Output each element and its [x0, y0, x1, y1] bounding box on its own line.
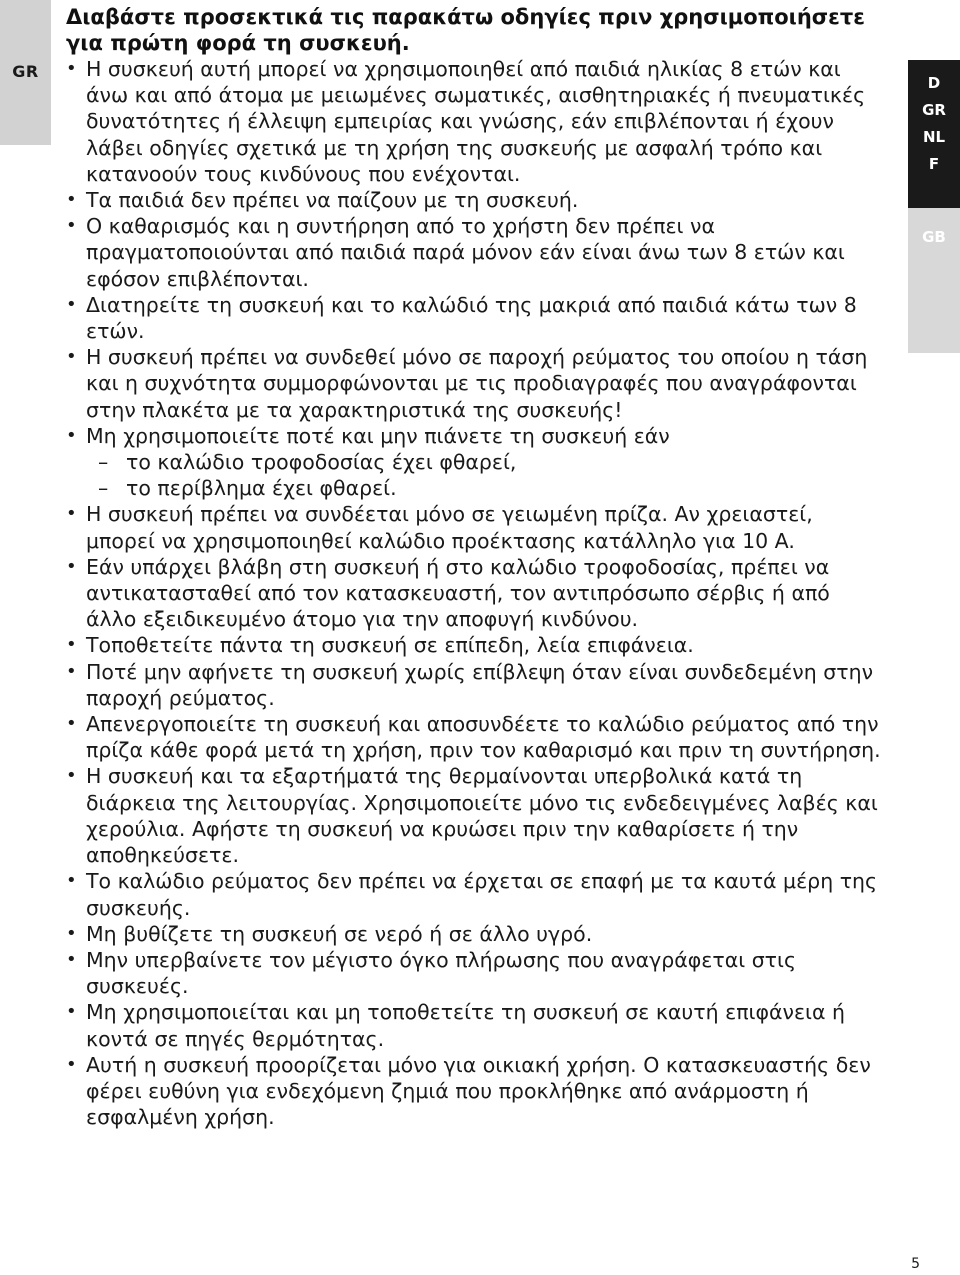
language-tab-d: D — [927, 74, 941, 92]
list-item — [66, 1052, 886, 1131]
language-tab-label: GR — [12, 62, 39, 81]
list-item — [66, 501, 886, 553]
list-item-text: Ο καθαρισμός και η συντήρηση από το χρήστη δεν πρέπει να πραγματοποιούνται από παιδιά παρά μόνον εάν είναι άνω των 8 ετών και εφόσον επιβλέπονται. — [86, 214, 845, 291]
page-number: 5 — [911, 1256, 920, 1272]
list-item — [66, 659, 886, 711]
list-item — [66, 213, 886, 292]
safety-instructions — [66, 4, 886, 1130]
list-item — [66, 423, 886, 502]
list-item — [66, 292, 886, 344]
list-item — [66, 344, 886, 423]
sub-item: – το καλώδιο τροφοδοσίας έχει φθαρεί, — [98, 450, 517, 475]
language-tab-nl: NL — [922, 128, 946, 146]
language-tab-f: F — [928, 155, 940, 173]
list-item-text: Η συσκευή και τα εξαρτήματά της θερμαίνονται υπερβολικά κατά τη διάρκεια της λειτουργίας. Χρησιμοποιείτε μόνο τις ενδεδειγμένες λαβές και χερούλια. Αφήστε τη συσκευή να κρυώσει πριν την καθαρίσετε ή την αποθηκεύσετε. — [86, 764, 878, 868]
list-item-text: Διατηρείτε τη συσκευή και το καλώδιό της μακριά από παιδιά κάτω των 8 ετών. — [86, 292, 857, 344]
list-item — [66, 632, 886, 658]
list-item-text: Η συσκευή πρέπει να συνδέεται μόνο σε γειωμένη πρίζα. Αν χρειαστεί, μπορεί να χρησιμοποιηθεί καλώδιο προέκτασης κατάλληλο για 10 A. — [86, 502, 813, 553]
list-item-text: Αυτή η συσκευή προορίζεται μόνο για οικιακή χρήση. Ο κατασκευαστής δεν φέρει ευθύνη για ενδεχόμενη ζημιά που προκλήθηκε από ανάρμοστη ή εσφαλμένη χρήση. — [86, 1052, 871, 1130]
language-index-tabs — [908, 60, 960, 208]
list-item — [66, 763, 886, 868]
language-tab-gr: GR — [922, 101, 946, 119]
list-item — [66, 947, 886, 999]
page-title: Διαβάστε προσεκτικά τις παρακάτω οδηγίες πριν χρησιμοποιήσετε για πρώτη φορά τη συσκευή. — [66, 5, 865, 55]
list-item — [66, 56, 886, 187]
sub-item: – το περίβλημα έχει φθαρεί. — [98, 476, 397, 501]
language-tab-gb: GB — [922, 228, 946, 246]
instruction-list — [66, 56, 886, 1130]
sub-item-text: το καλώδιο τροφοδοσίας έχει φθαρεί, — [126, 450, 517, 475]
list-item-text: Μη χρησιμοποιείτε ποτέ και μην πιάνετε τη συσκευή εάν — [86, 423, 670, 448]
sub-item-text: το περίβλημα έχει φθαρεί. — [126, 476, 397, 501]
list-item-text: Τοποθετείτε πάντα τη συσκευή σε επίπεδη, λεία επιφάνεια. — [86, 633, 694, 658]
list-item — [66, 921, 886, 947]
list-item-text: Ποτέ μην αφήνετε τη συσκευή χωρίς επίβλεψη όταν είναι συνδεδεμένη στην παροχή ρεύματος. — [86, 659, 874, 710]
language-index-tab-gb — [908, 208, 960, 353]
list-item-text: Μη βυθίζετε τη συσκευή σε νερό ή σε άλλο υγρό. — [86, 921, 593, 946]
list-item — [66, 999, 886, 1051]
list-item — [66, 554, 886, 633]
list-item-text: Μη χρησιμοποιείται και μη τοποθετείτε τη συσκευή σε καυτή επιφάνεια ή κοντά σε πηγές θερμότητας. — [86, 1000, 846, 1051]
list-item-text: Η συσκευή πρέπει να συνδεθεί μόνο σε παροχή ρεύματος του οποίου η τάση και η συχνότητα συμμορφώνονται με τις προδιαγραφές που αναγράφονται στην πλακέτα με τα χαρακτηριστικά της συσκευής! — [86, 345, 868, 422]
list-item-text: Εάν υπάρχει βλάβη στη συσκευή ή στο καλώδιο τροφοδοσίας, πρέπει να αντικατασταθεί από τον κατασκευαστή, τον αντιπρόσωπο σέρβις ή από άλλο εξειδικευμένο άτομο για την αποφυγή κινδύνου. — [86, 554, 830, 632]
list-item-text: Απενεργοποιείτε τη συσκευή και αποσυνδέετε το καλώδιο ρεύματος από την πρίζα κάθε φορά μετά τη χρήση, πριν τον καθαρισμό και πριν τη συντήρηση. — [86, 712, 881, 763]
list-item — [66, 868, 886, 920]
list-item — [66, 711, 886, 763]
language-tab-current — [0, 0, 51, 145]
list-item-text: Τα παιδιά δεν πρέπει να παίζουν με τη συσκευή. — [86, 188, 579, 213]
list-item-text: Μην υπερβαίνετε τον μέγιστο όγκο πλήρωσης που αναγράφεται στις συσκευές. — [86, 947, 796, 999]
list-item-text: Το καλώδιο ρεύματος δεν πρέπει να έρχεται σε επαφή με τα καυτά μέρη της συσκευής. — [86, 869, 878, 920]
list-item — [66, 187, 886, 213]
list-item-text: Η συσκευή αυτή μπορεί να χρησιμοποιηθεί από παιδιά ηλικίας 8 ετών και άνω και από άτομα με μειωμένες σωματικές, αισθητηριακές ή πνευματικές δυνατότητες ή έλλειψη εμπειρίας και γνώσης, εάν επιβλέπονται ή έχουν λάβει οδηγίες σχετικά με τη χρήση της συσκευής με ασφαλή τρόπο και κατανοούν τους κινδύνους που ενέχονται. — [86, 57, 866, 186]
